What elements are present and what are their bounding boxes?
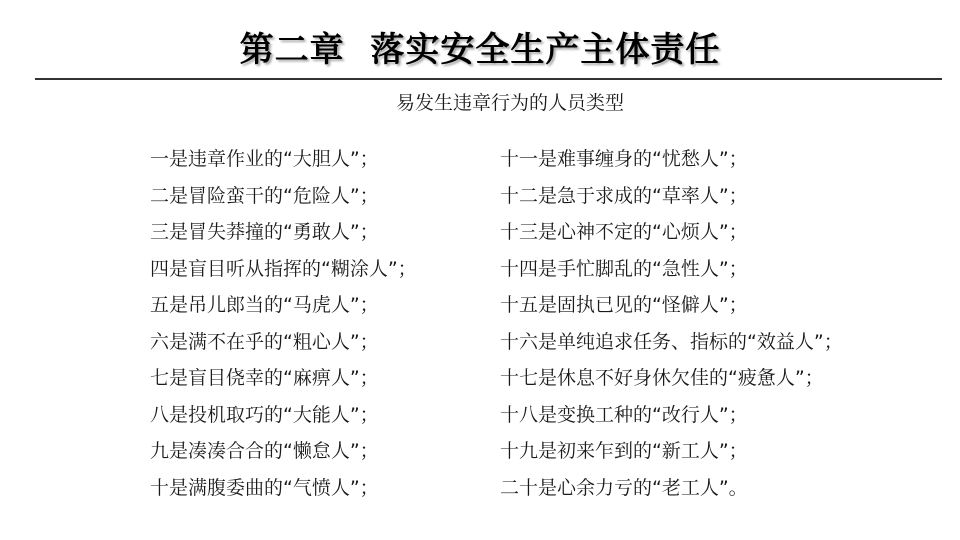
- list-item: 十九是初来乍到的“新工人”；: [500, 440, 748, 462]
- list-item: 十一是难事缠身的“忧愁人”；: [500, 148, 748, 170]
- list-item: 十四是手忙脚乱的“急性人”；: [500, 257, 748, 280]
- title-divider: [35, 78, 942, 80]
- list-item: 八是投机取巧的“大能人”；: [150, 403, 379, 426]
- left-column-list: [150, 144, 417, 509]
- list-item: 十七是休息不好身休欠佳的“疲惫人”；: [500, 367, 824, 389]
- list-item: 四是盲目听从指挥的“糊涂人”；: [150, 257, 417, 280]
- list-item: 七是盲目侥幸的“麻痹人”；: [150, 367, 379, 389]
- list-item: 二是冒险蛮干的“危险人”；: [150, 184, 379, 207]
- list-item: 三是冒失莽撞的“勇敢人”；: [150, 221, 379, 243]
- list-item: 十是满腹委曲的“气愤人”；: [150, 476, 379, 499]
- list-item: 五是吊儿郎当的“马虎人”；: [150, 294, 379, 316]
- list-item: 十八是变换工种的“改行人”；: [500, 403, 748, 426]
- right-column-list: [500, 144, 843, 509]
- list-item: 九是凑凑合合的“懒怠人”；: [150, 440, 379, 462]
- list-item: 十三是心神不定的“心烦人”；: [500, 221, 748, 243]
- list-item: 二十是心余力亏的“老工人”。: [500, 476, 748, 499]
- section-subtitle: 易发生违章行为的人员类型: [395, 92, 624, 114]
- list-item: 六是满不在乎的“粗心人”；: [150, 330, 379, 353]
- list-item: 十六是单纯追求任务、指标的“效益人”；: [500, 330, 843, 353]
- list-item: 十二是急于求成的“草率人”；: [500, 184, 748, 207]
- page-title: 第二章 落实安全生产主体责任: [239, 30, 721, 70]
- list-item: 一是违章作业的“大胆人”；: [150, 148, 379, 170]
- list-item: 十五是固执已见的“怪僻人”；: [500, 294, 748, 316]
